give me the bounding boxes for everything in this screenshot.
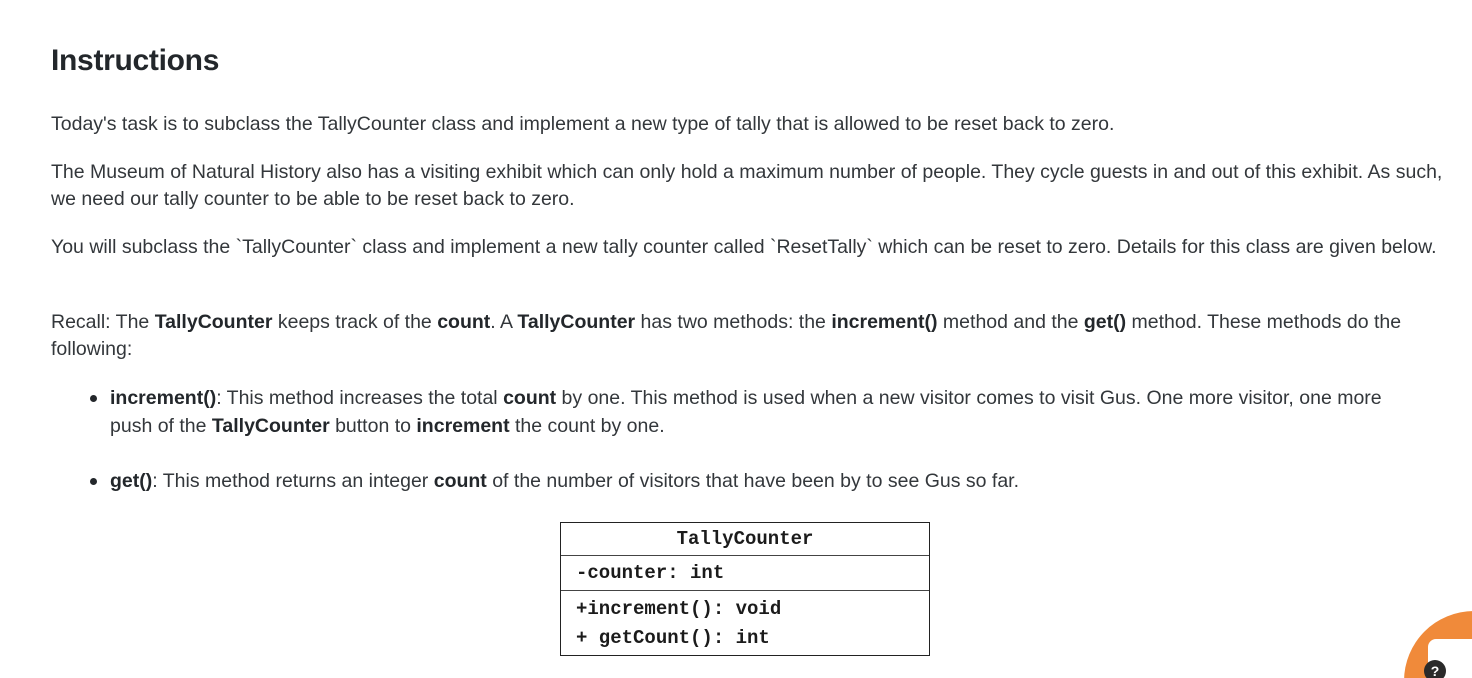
list-item: increment(): This method increases the total count by one. This method is used when a new visitor comes to visit Gus. One more visitor, one more push of the TallyCounter button to increment the count by one. <box>110 384 1420 440</box>
method-list-get <box>110 467 1420 495</box>
list-item: get(): This method returns an integer count of the number of visitors that have been by to see Gus so far. <box>110 467 1420 495</box>
uml-attribute: -counter: int <box>561 556 929 591</box>
recall-paragraph: Recall: The TallyCounter keeps track of the count. A TallyCounter has two methods: the increment() method and the get() method. These methods do the following: <box>51 311 1402 360</box>
subclass-paragraph: You will subclass the `TallyCounter` class and implement a new tally counter called `ResetTally` which can be reset to zero. Details for this class are given below. <box>51 236 1437 258</box>
museum-paragraph: The Museum of Natural History also has a visiting exhibit which can only hold a maximum number of people. They cycle guests in and out of this exhibit. As such, we need our tally counter to be able to be reset back to zero. <box>51 161 1443 210</box>
uml-class-diagram <box>560 522 930 656</box>
intro-paragraph: Today's task is to subclass the TallyCounter class and implement a new type of tally that is allowed to be reset back to zero. <box>51 113 1115 135</box>
uml-methods <box>561 591 929 655</box>
page-title: Instructions <box>51 44 220 77</box>
uml-method: + getCount(): int <box>576 627 770 649</box>
uml-class-name: TallyCounter <box>561 523 929 556</box>
question-icon: ? <box>1424 660 1446 678</box>
uml-method: +increment(): void <box>576 598 782 620</box>
method-list-increment <box>110 384 1420 440</box>
help-chat-button[interactable] <box>1404 611 1472 678</box>
